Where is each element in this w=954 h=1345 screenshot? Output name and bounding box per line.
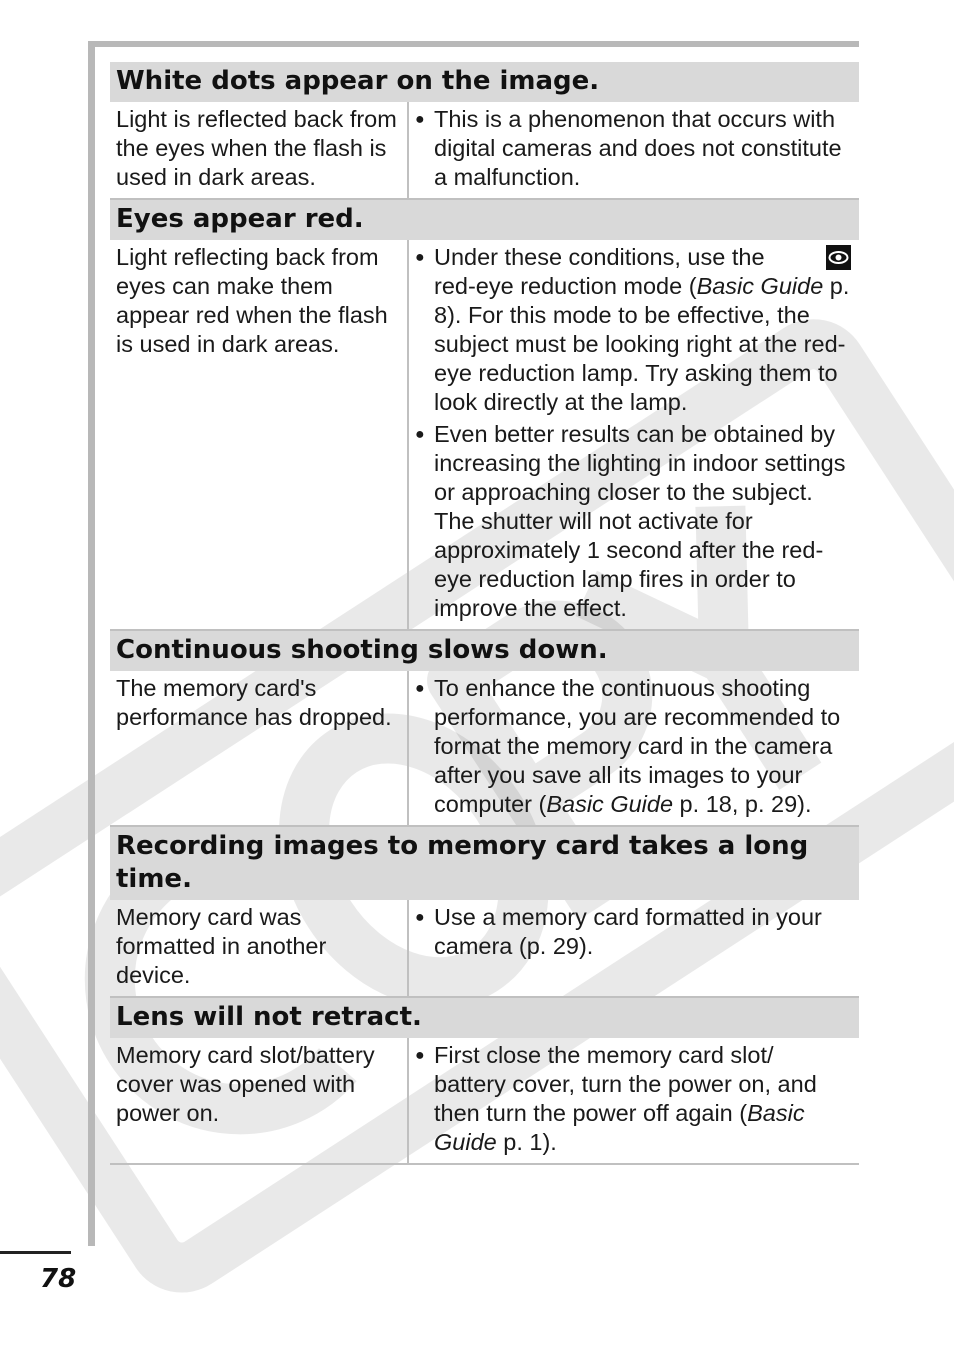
table-row <box>110 671 859 827</box>
table-row <box>110 240 859 631</box>
left-border <box>88 42 95 1246</box>
page-number: 78 <box>40 1264 77 1294</box>
solution-cell <box>409 240 859 629</box>
solution-cell <box>409 671 859 825</box>
bullet-icon: ● <box>415 909 425 926</box>
bullet-icon: ● <box>415 111 425 128</box>
section-header: White dots appear on the image. <box>110 62 859 102</box>
page-number-rule <box>0 1251 71 1254</box>
bullet-icon: ● <box>415 1047 425 1064</box>
bullet-icon: ● <box>415 426 425 443</box>
solution-cell <box>409 1038 859 1163</box>
cause-cell: The memory card's performance has dropped. <box>110 671 409 825</box>
section-header: Eyes appear red. <box>110 200 859 240</box>
section-header: Recording images to memory card takes a long time. <box>110 827 859 900</box>
solution-bullet: ● First close the memory card slot/ battery cover, turn the power on, and then turn the power off again (Basic Guide p. 1). <box>415 1042 817 1155</box>
solution-bullet: ● Under these conditions, use the red-eye reduction mode (Basic Guide p. 8). For this mode to be effective, the subject must be looking right at the red-eye reduction lamp. Try asking them to look directly at the lamp. <box>415 244 850 415</box>
troubleshooting-table <box>110 62 859 1165</box>
cause-cell: Memory card was formatted in another device. <box>110 900 409 996</box>
bullet-icon: ● <box>415 249 425 266</box>
section-header: Continuous shooting slows down. <box>110 631 859 671</box>
solution-bullet: ● Use a memory card formatted in your camera (p. 29). <box>415 904 822 959</box>
table-row <box>110 900 859 998</box>
red-eye-icon <box>826 245 851 270</box>
bullet-icon: ● <box>415 680 425 697</box>
top-border <box>88 41 859 47</box>
table-row <box>110 102 859 200</box>
cause-cell: Light reflecting back from eyes can make them appear red when the flash is used in dark areas. <box>110 240 409 629</box>
solution-cell <box>409 102 859 198</box>
cause-cell: Light is reflected back from the eyes when the flash is used in dark areas. <box>110 102 409 198</box>
solution-bullet: ● Even better results can be obtained by increasing the lighting in indoor settings or approaching closer to the subject. The shutter will not activate for approximately 1 second after the red-eye reduction lamp fires in order to improve the effect. <box>415 421 846 621</box>
solution-cell <box>409 900 859 996</box>
cause-cell: Memory card slot/battery cover was opened with power on. <box>110 1038 409 1163</box>
solution-bullet: ● This is a phenomenon that occurs with digital cameras and does not constitute a malfunction. <box>415 106 842 190</box>
section-header: Lens will not retract. <box>110 998 859 1038</box>
table-row <box>110 1038 859 1165</box>
solution-bullet: ● To enhance the continuous shooting performance, you are recommended to format the memory card in the camera after you save all its images to your computer (Basic Guide p. 18, p. 29). <box>415 675 841 817</box>
